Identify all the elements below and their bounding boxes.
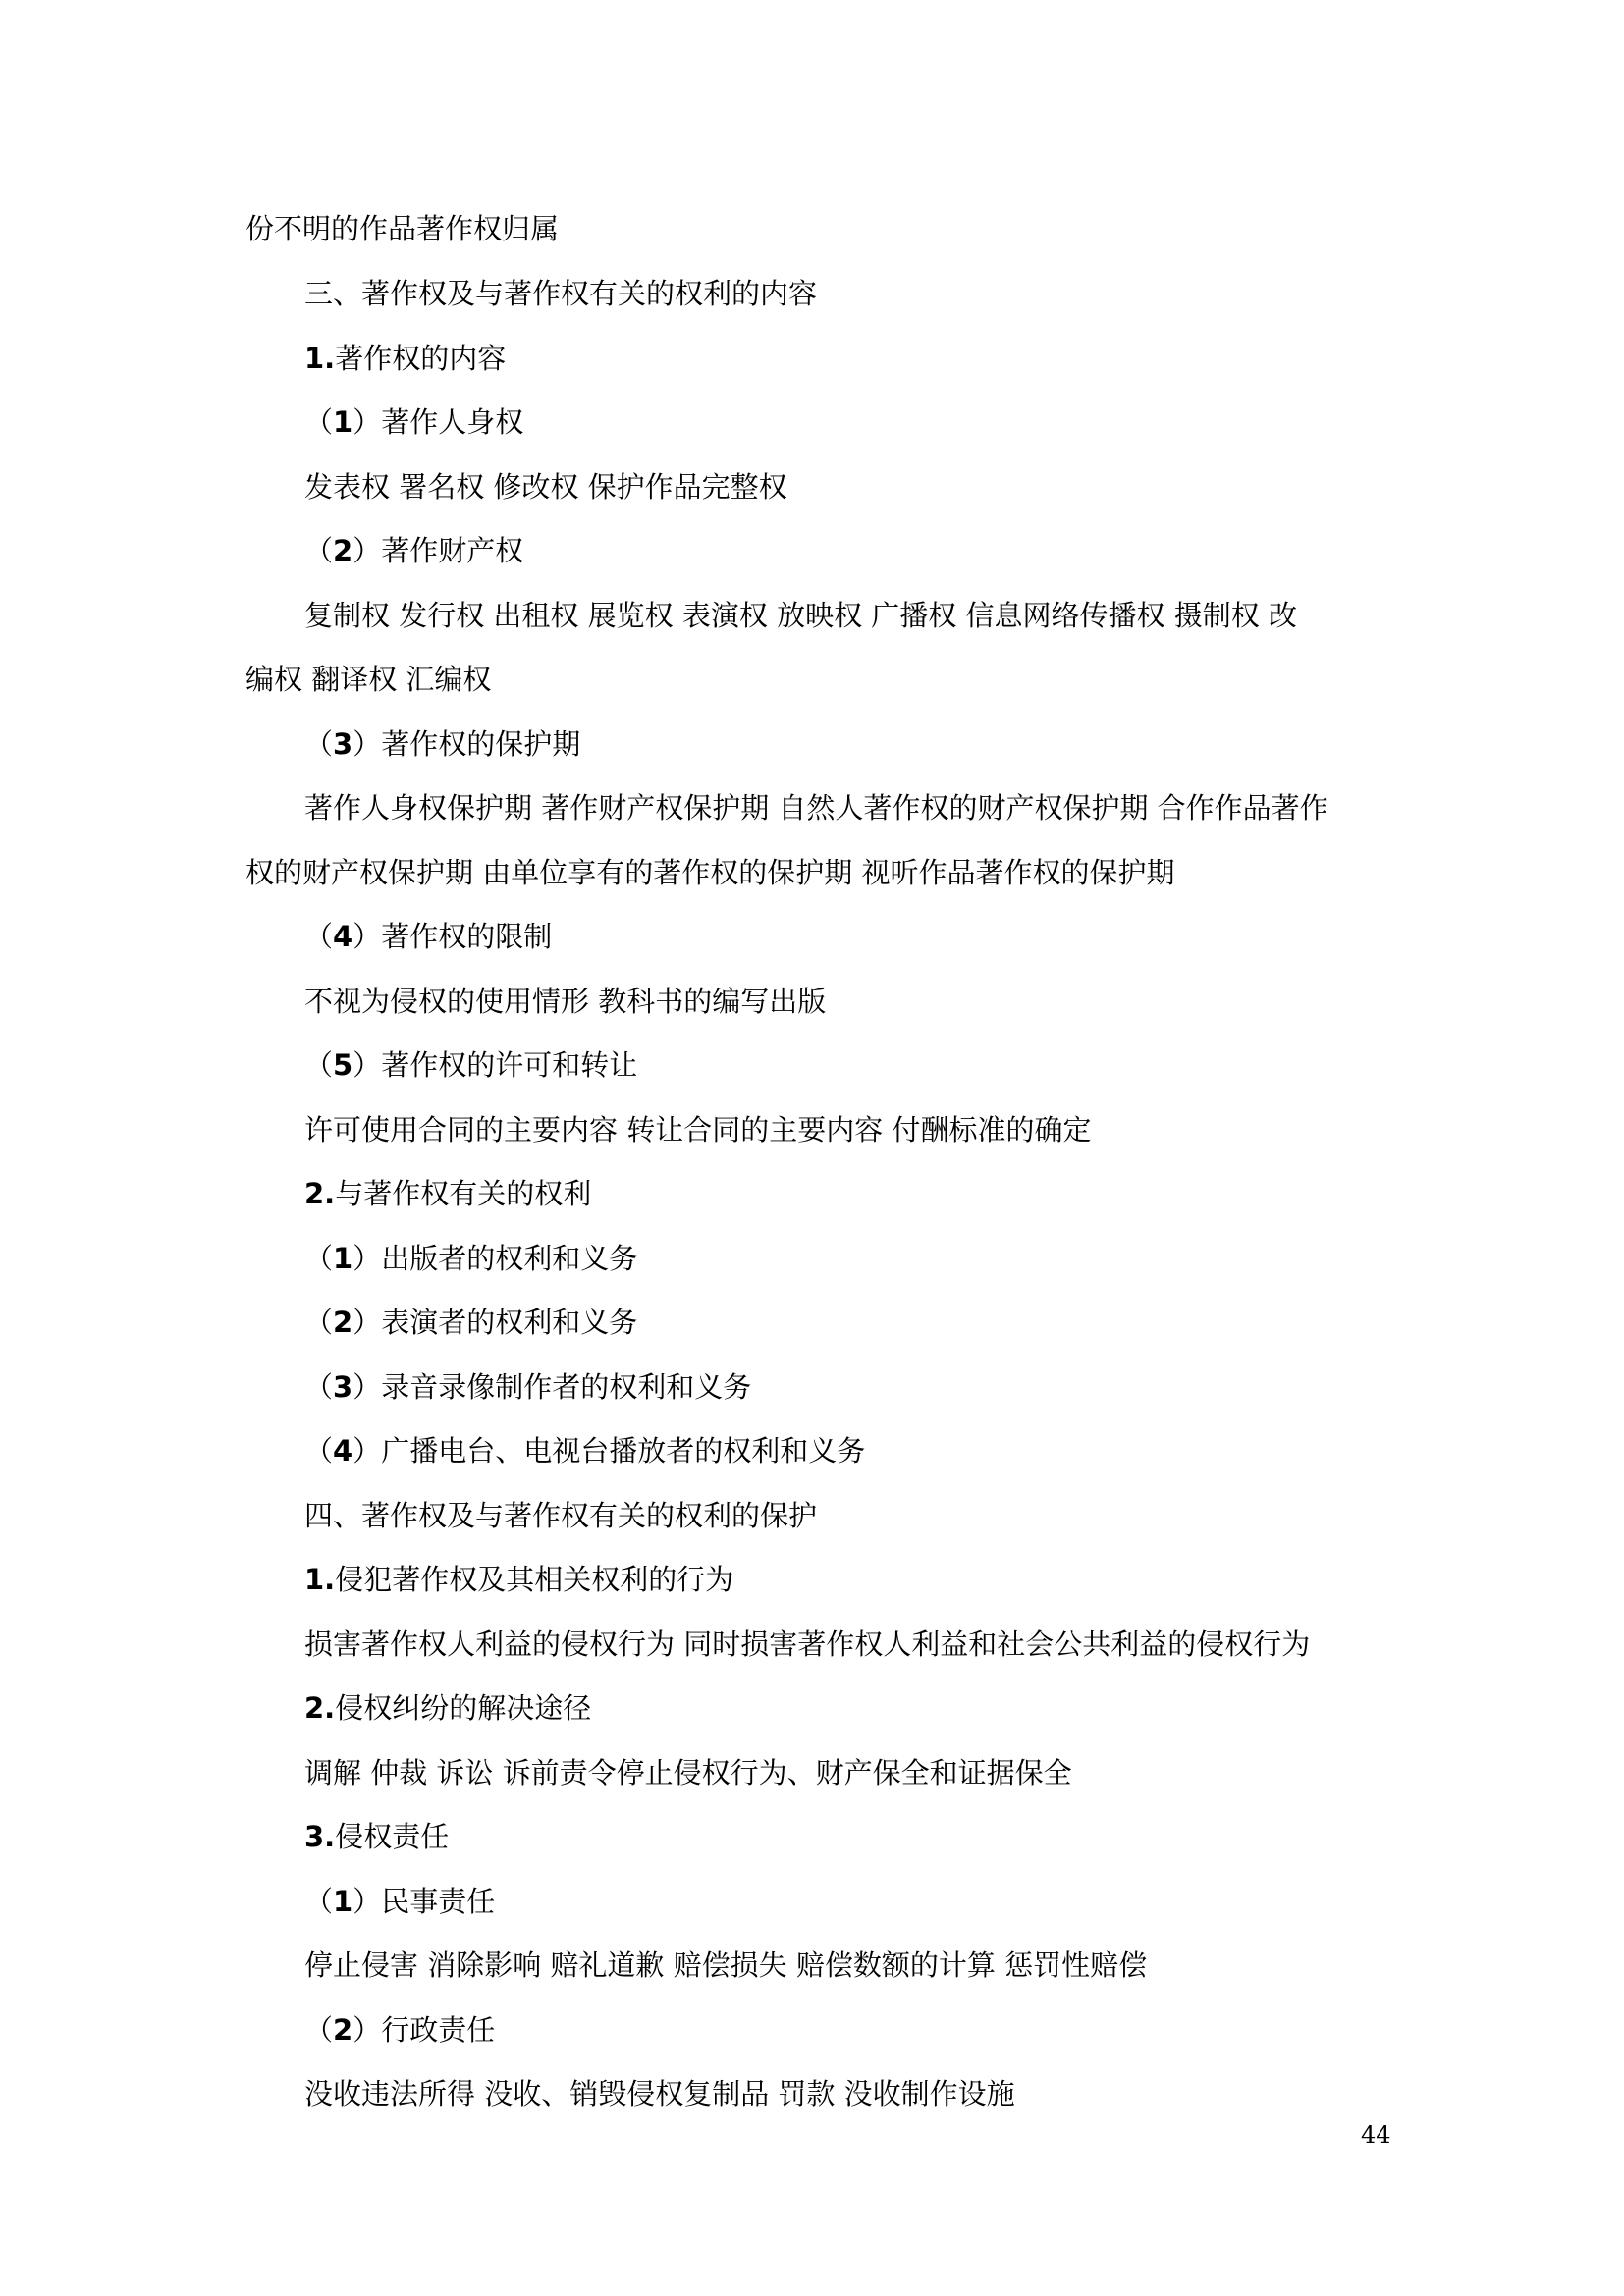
text-line: 停止侵害 消除影响 赔礼道歉 赔偿损失 赔偿数额的计算 惩罚性赔偿	[304, 1949, 1148, 1982]
text-line: 没收违法所得 没收、销毁侵权复制品 罚款 没收制作设施	[304, 2077, 1015, 2110]
item-heading: （1）民事责任	[304, 1885, 496, 1918]
section-heading: 四、著作权及与著作权有关的权利的保护	[304, 1499, 818, 1532]
text-line: 许可使用合同的主要内容 转让合同的主要内容 付酬标准的确定	[304, 1113, 1092, 1147]
item-heading: （5）著作权的许可和转让	[304, 1048, 638, 1082]
item-heading: （2）行政责任	[304, 2013, 496, 2047]
text-line: 损害著作权人利益的侵权行为 同时损害著作权人利益和社会公共利益的侵权行为	[304, 1628, 1311, 1661]
text-line: 不视为侵权的使用情形 教科书的编写出版	[304, 985, 827, 1018]
subsection-heading: 3.侵权责任	[304, 1820, 450, 1853]
text-line: 份不明的作品著作权归属	[245, 212, 560, 245]
page-number: 44	[1361, 2121, 1391, 2149]
item-heading: （2）著作财产权	[304, 534, 524, 567]
item-heading: （3）著作权的保护期	[304, 727, 581, 761]
section-heading: 三、著作权及与著作权有关的权利的内容	[304, 277, 818, 310]
item-heading: （4）广播电台、电视台播放者的权利和义务	[304, 1434, 866, 1468]
item-heading: （3）录音录像制作者的权利和义务	[304, 1370, 752, 1404]
subsection-heading: 1.侵犯著作权及其相关权利的行为	[304, 1563, 734, 1596]
text-line: 复制权 发行权 出租权 展览权 表演权 放映权 广播权 信息网络传播权 摄制权 改	[304, 599, 1297, 632]
item-heading: （4）著作权的限制	[304, 920, 553, 953]
text-line: 权的财产权保护期 由单位享有的著作权的保护期 视听作品著作权的保护期	[245, 856, 1175, 889]
text-line: 编权 翻译权 汇编权	[245, 663, 492, 696]
subsection-heading: 2.侵权纠纷的解决途径	[304, 1691, 592, 1725]
text-line: 著作人身权保护期 著作财产权保护期 自然人著作权的财产权保护期 合作作品著作	[304, 791, 1328, 825]
text-line: 发表权 署名权 修改权 保护作品完整权	[304, 470, 787, 504]
subsection-heading: 2.与著作权有关的权利	[304, 1177, 592, 1210]
text-line: 调解 仲裁 诉讼 诉前责令停止侵权行为、财产保全和证据保全	[304, 1756, 1072, 1789]
item-heading: （1）著作人身权	[304, 405, 524, 439]
item-heading: （2）表演者的权利和义务	[304, 1306, 638, 1339]
subsection-heading: 1.著作权的内容	[304, 342, 507, 375]
item-heading: （1）出版者的权利和义务	[304, 1242, 638, 1275]
